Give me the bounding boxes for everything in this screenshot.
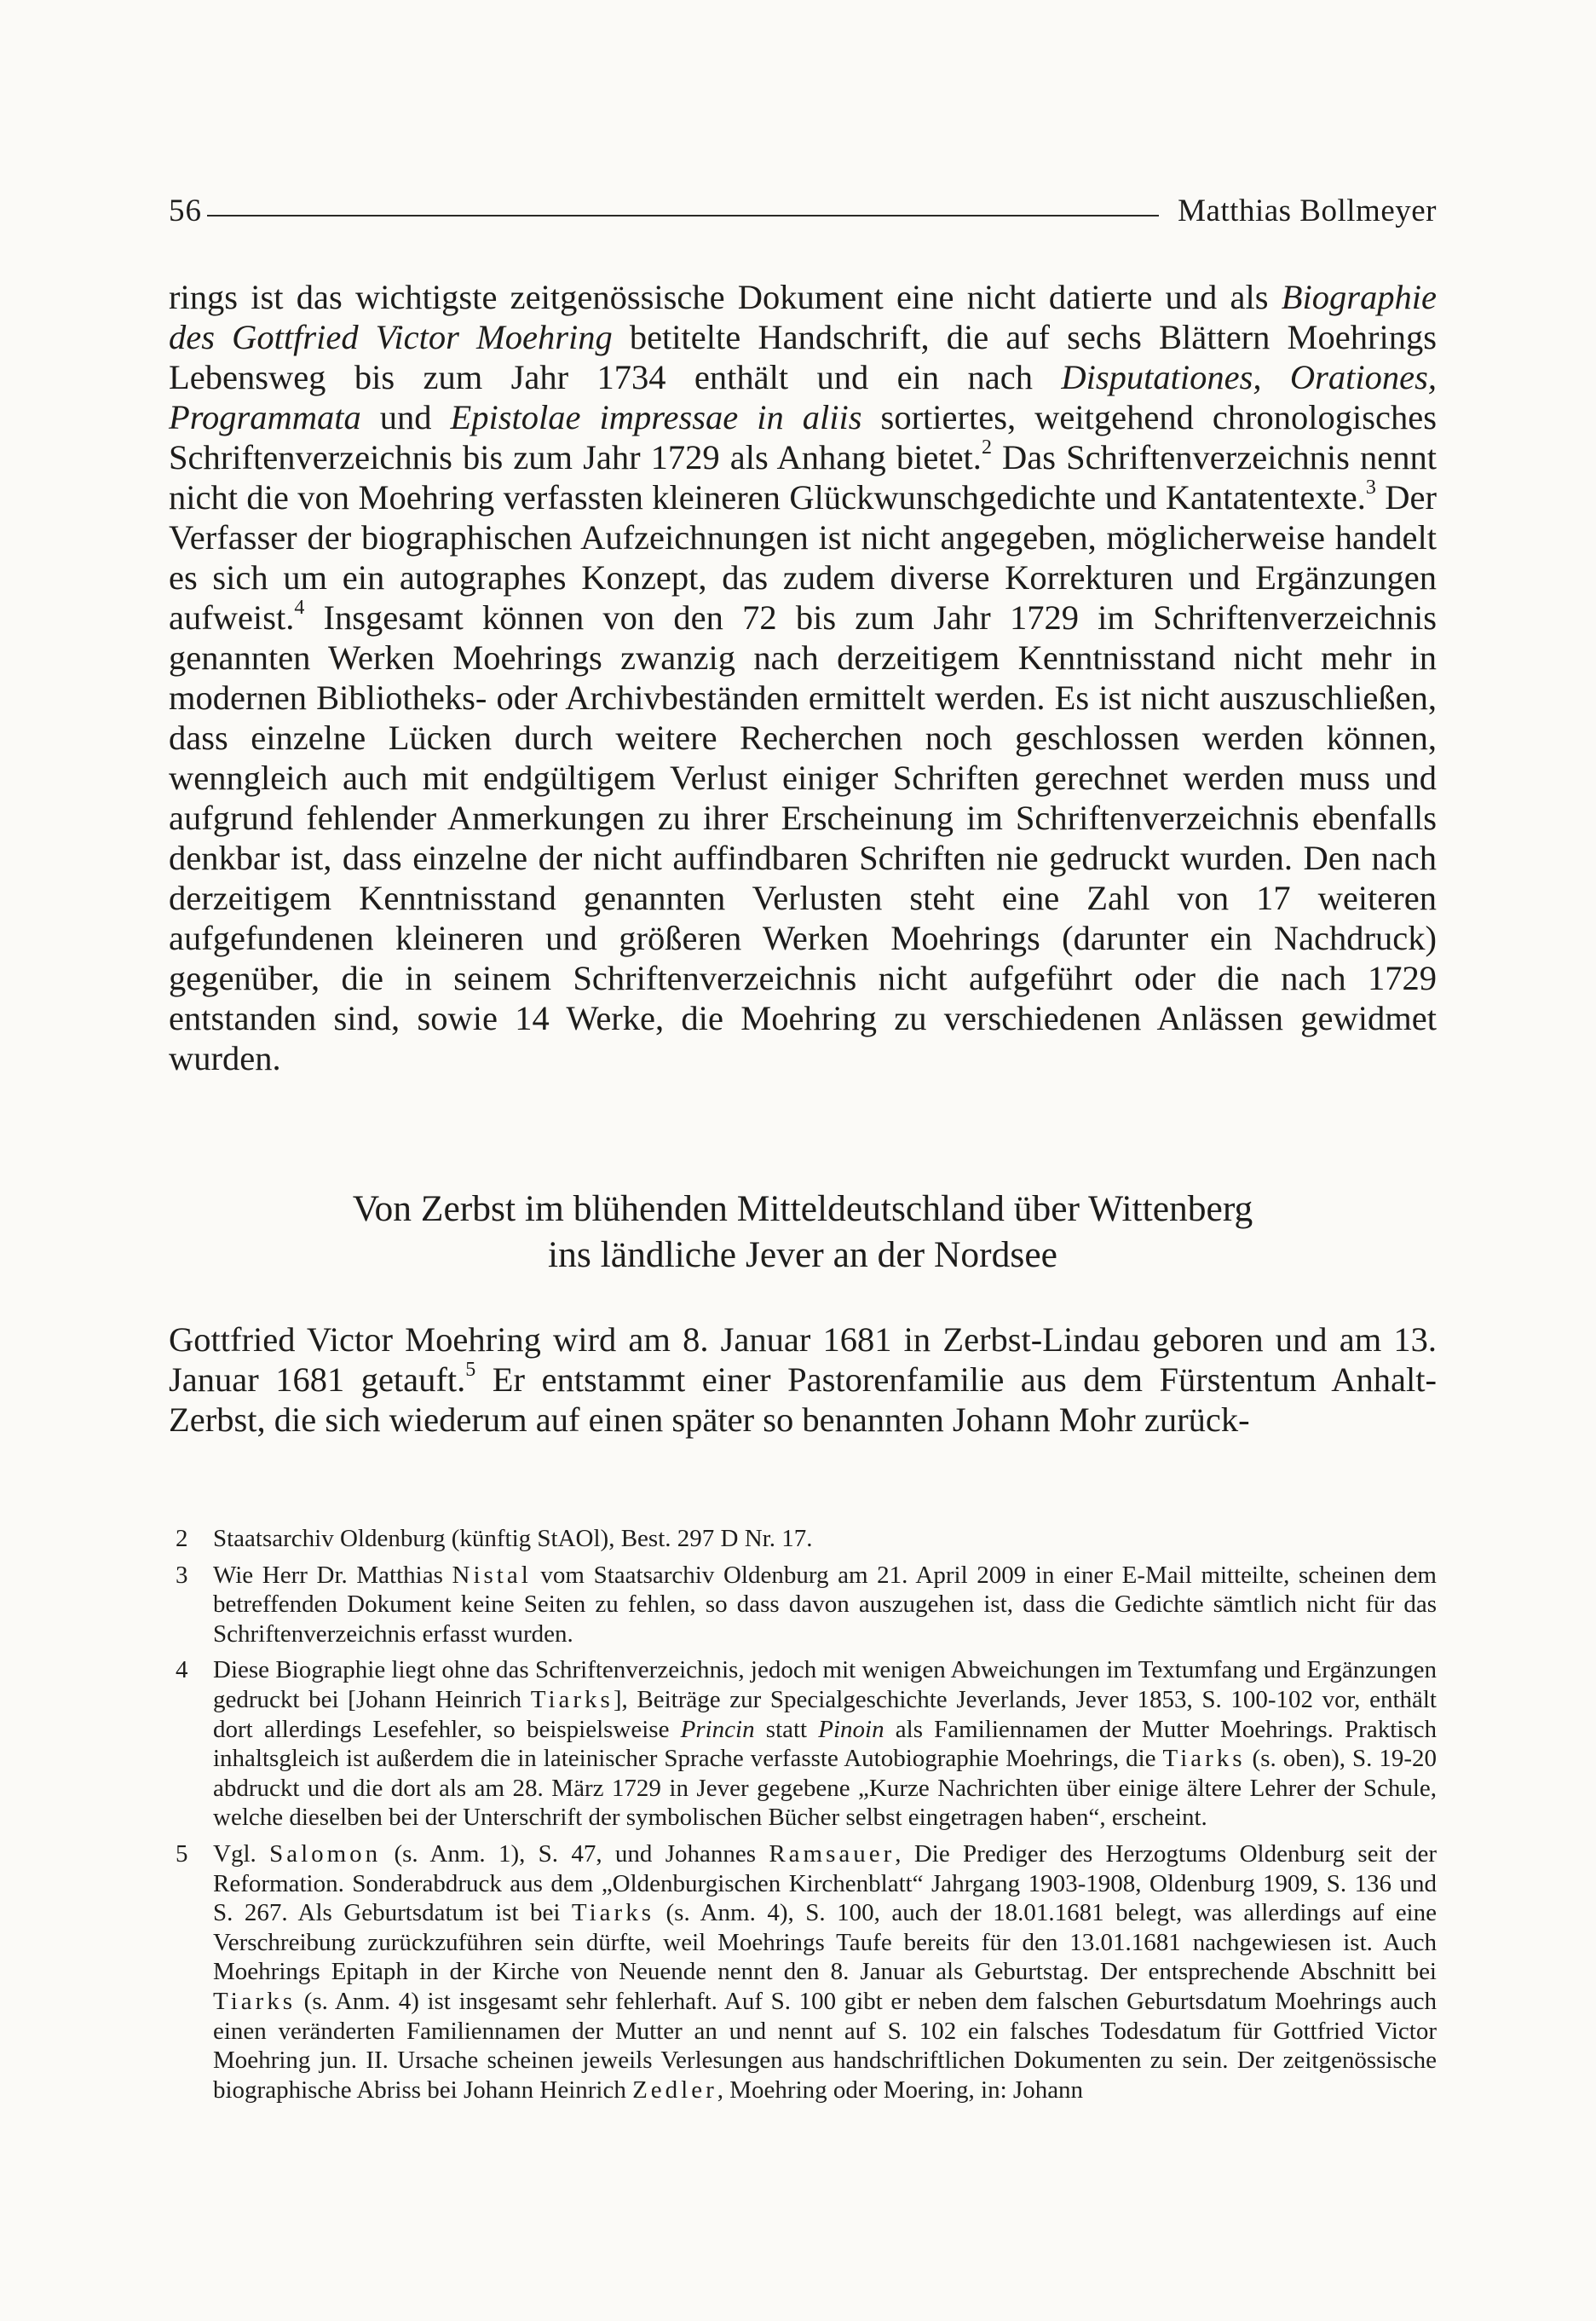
- text-span: statt: [754, 1715, 819, 1743]
- text-span: Er entstammt einer Pastorenfamilie aus dem Fürstentum Anhalt-Zerbst, die sich wiederum auf einen später so benannten Johann Mohr zurück-: [169, 1360, 1437, 1439]
- body-paragraph-2: [169, 1319, 1437, 1440]
- footnote-ref-4: 4: [294, 596, 305, 619]
- section-heading-line-2: ins ländliche Jever an der Nordsee: [548, 1234, 1057, 1275]
- page-number: 56: [169, 193, 202, 228]
- footnote-5: [169, 1839, 1437, 2104]
- spaced-name: Tiarks: [571, 1899, 654, 1927]
- footnote-number: 2: [176, 1525, 188, 1552]
- spaced-name: Salomon: [269, 1839, 382, 1868]
- footnote-number: 4: [176, 1656, 188, 1684]
- text-span: Das Schriftenverzeichnis nennt nicht die von Moehring verfassten kleineren Glückwunschgedichte und Kantatentexte.: [169, 438, 1437, 517]
- body-paragraph-1: [169, 277, 1437, 1078]
- italic-word: Princin: [680, 1715, 755, 1743]
- spaced-name: Zedler: [632, 2076, 717, 2104]
- text-span: Vgl.: [213, 1839, 270, 1868]
- italic-word: Pinoin: [818, 1715, 884, 1743]
- spaced-name: Nistal: [452, 1561, 532, 1589]
- footnote-text: [213, 1655, 1437, 1833]
- footnotes: [169, 1524, 1437, 2111]
- text-span: (s. oben), S. 19-20 abdruckt und die dort als am 28. März 1729 in Jever gegebene „Kurze Nachrichten über einige ältere Lehrer der Schule, welche dieselben bei der Unterschrift der symbolischen Bücher selbst eingetragen haben“, erscheint.: [213, 1745, 1437, 1832]
- footnote-3: [169, 1561, 1437, 1649]
- text-span: Diese Biographie liegt ohne das Schriftenverzeichnis, jedoch mit wenigen Abweichungen im Textumfang und Ergänzungen gedruckt bei [Johann Heinrich: [213, 1656, 1437, 1713]
- title-epistolae: Epistolae impressae in aliis: [450, 398, 862, 436]
- spaced-name: Tiarks: [530, 1685, 614, 1713]
- text-span: , Die Prediger des Herzogtums Oldenburg seit der Reformation. Sonderabdruck aus dem „Oldenburgischen Kirchenblatt“ Jahrgang 1903-1908, Oldenburg 1909, S. 136 und S. 267. Als Geburtsdatum ist bei: [213, 1839, 1437, 1927]
- text-span: vom Staatsarchiv Oldenburg am 21. April 2009 in einer E-Mail mitteilte, scheinen dem betreffenden Dokument keine Seiten zu fehlen, so dass davon auszugehen ist, dass die Gedichte sämtlich nicht für das Schriftenverzeichnis erfasst wurden.: [213, 1561, 1437, 1648]
- text-span: und: [360, 398, 451, 436]
- spaced-name: Ramsauer: [769, 1839, 896, 1868]
- text-span: , Moehring oder Moering, in: Johann: [717, 2076, 1084, 2104]
- text-span: Insgesamt können von den 72 bis zum Jahr 1729 im Schriftenverzeichnis genannten Werken Moehrings zwanzig nach derzeitigem Kenntnisstand nicht mehr in modernen Bibliotheks- oder Archivbeständen ermittelt werden. Es ist nicht auszuschließen, dass einzelne Lücken durch weitere Recherchen noch geschlossen werden können, wenngleich auch mit endgültigem Verlust einiger Schriften gerechnet werden muss und aufgrund fehlender Anmerkungen zu ihrer Erscheinung im Schriftenverzeichnis ebenfalls denkbar ist, dass einzelne der nicht auffindbaren Schriften nie gedruckt wurden. Den nach derzeitigem Kenntnisstand genannten Verlusten steht eine Zahl von 17 weiteren aufgefundenen kleineren und größeren Werken Moehrings (darunter ein Nachdruck) gegenüber, die in seinem Schriftenverzeichnis nicht aufgeführt oder die nach 1729 entstanden sind, sowie 14 Werke, die Moehring zu verschiedenen Anlässen gewidmet wurden.: [169, 598, 1437, 1077]
- spaced-name: Tiarks: [1162, 1745, 1246, 1773]
- text-span: (s. Anm. 4) ist insgesamt sehr fehlerhaft. Auf S. 100 gibt er neben dem falschen Geburtsdatum Moehrings auch einen veränderten Familiennamen der Mutter an und nennt auf S. 102 ein falsches Todesdatum für Gottfried Victor Moehring jun. II. Ursache scheinen jeweils Verlesungen aus handschriftlichen Dokumenten zu sein. Der zeitgenössische biographische Abriss bei Johann Heinrich: [213, 1987, 1437, 2104]
- section-heading: [169, 1186, 1437, 1278]
- section-heading-line-1: Von Zerbst im blühenden Mitteldeutschland über Wittenberg: [352, 1188, 1253, 1229]
- running-head-author: Matthias Bollmeyer: [1178, 193, 1437, 228]
- text-span: (s. Anm. 4), S. 100, auch der 18.01.1681 belegt, was allerdings auf eine Verschreibung zurückzuführen sein dürfte, weil Moehrings Taufe bereits für den 13.01.1681 nachgewiesen ist. Auch Moehrings Epitaph in der Kirche von Neuende nennt den 8. Januar als Geburtstag. Der entsprechende Abschnitt bei: [213, 1899, 1437, 1986]
- title-biographie: Biographie des Gottfried Victor Moehring: [169, 278, 1437, 356]
- footnote-ref-3: 3: [1365, 476, 1376, 499]
- text-span: Staatsarchiv Oldenburg (künftig StAOl), Best. 297 D Nr. 17.: [213, 1525, 813, 1552]
- text-span: sortiertes, weitgehend chronologisches Schriftenverzeichnis bis zum Jahr 1729 als Anhang bietet.: [169, 398, 1438, 476]
- text-span: Der Verfasser der biographischen Aufzeichnungen ist nicht angegeben, möglicherweise handelt es sich um ein autographes Konzept, das zudem diverse Korrekturen und Ergänzungen aufweist.: [169, 478, 1437, 637]
- footnote-number: 3: [176, 1561, 188, 1589]
- footnote-4: [169, 1655, 1437, 1833]
- footnote-ref-5: 5: [465, 1358, 476, 1381]
- spaced-name: Tiarks: [213, 1987, 297, 2015]
- footnote-number: 5: [176, 1839, 188, 1868]
- title-disputationes: Disputationes, Orationes, Programmata: [169, 358, 1437, 436]
- footnote-2: [169, 1524, 1437, 1554]
- text-span: als Familiennamen der Mutter Moehrings. Praktisch inhaltsgleich ist außerdem die in lateinischer Sprache verfasste Autobiographie Moehrings, die: [213, 1715, 1437, 1773]
- text-span: (s. Anm. 1), S. 47, und Johannes: [381, 1839, 769, 1868]
- text-span: Wie Herr Dr. Matthias: [213, 1561, 452, 1589]
- text-span: ], Beiträge zur Specialgeschichte Jeverlands, Jever 1853, S. 100-102 vor, enthält dort allerdings Lesefehler, so beispielsweise: [213, 1685, 1437, 1743]
- header-rule: [207, 215, 1159, 217]
- footnote-text: [213, 1839, 1437, 2104]
- text-span: betitelte Handschrift, die auf sechs Blättern Moehrings Lebensweg bis zum Jahr 1734 enthält und ein nach: [169, 318, 1437, 396]
- text-span: Gottfried Victor Moehring wird am 8. Januar 1681 in Zerbst-Lindau geboren und am 13. Januar 1681 getauft.: [169, 1320, 1437, 1399]
- footnote-text: [213, 1561, 1437, 1649]
- footnote-ref-2: 2: [981, 436, 992, 459]
- text-span: rings ist das wichtigste zeitgenössische Dokument eine nicht datierte und als: [169, 278, 1282, 316]
- running-head: [169, 176, 1437, 227]
- footnote-text: [213, 1524, 1437, 1554]
